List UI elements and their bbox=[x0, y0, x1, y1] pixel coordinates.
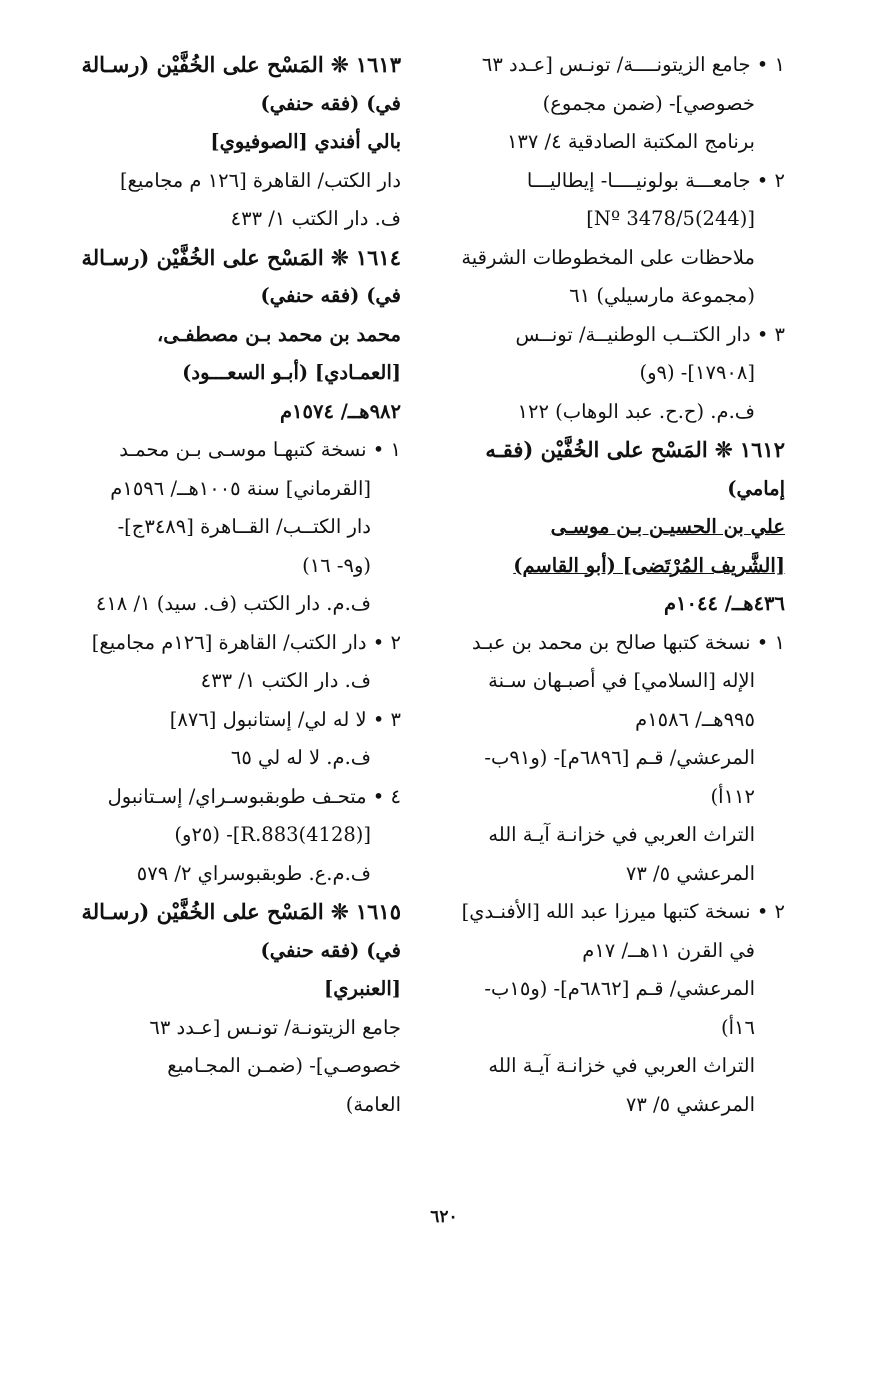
right-column bbox=[440, 46, 785, 1124]
text-line: ف.م. دار الكتب (ف. سيد) ١/ ٤١٨ bbox=[95, 592, 371, 615]
page-number: ٦٢٠ bbox=[430, 1207, 458, 1227]
text-line: ٢ • نسخة كتبها ميرزا عبد الله [الأفنـدي] bbox=[461, 900, 785, 923]
text-line: دار الكتــب/ القــاهرة [٣٤٨٩ج]- bbox=[117, 515, 371, 538]
text-line: [القرماني] سنة ١٠٠٥هــ/ ١٥٩٦م bbox=[110, 476, 371, 500]
text-line: (مجموعة مارسيلي) ٦١ bbox=[569, 284, 755, 307]
entry-heading: ١٦١٤ ❊ المَسْح على الخُفَّيْن (رسـالة bbox=[81, 244, 401, 270]
text-line: في) (فقه حنفي) bbox=[260, 284, 401, 307]
text-line: ف.م.ع. طوبقبوسراي ٢/ ٥٧٩ bbox=[136, 861, 371, 885]
text-line: ٣ • دار الكتــب الوطنيــة/ تونــس bbox=[515, 322, 785, 346]
entry-heading: ١٦١٥ ❊ المَسْح على الخُفَّيْن (رسـالة bbox=[81, 899, 401, 924]
text-line: ٩٨٢هــ/ ١٥٧٤م bbox=[279, 399, 401, 423]
text-line: المرعشي ٥/ ٧٣ bbox=[625, 1092, 755, 1116]
text-line: ٩٩٥هــ/ ١٥٨٦م bbox=[635, 707, 755, 731]
text-line: خصوصـي]- (ضمـن المجـاميع bbox=[167, 1054, 401, 1077]
text-line: خصوصي]- (ضمن مجموع) bbox=[542, 91, 755, 115]
text-line: المرعشي ٥/ ٧٣ bbox=[625, 861, 755, 885]
text-line: التراث العربي في خزانـة آيـة الله bbox=[488, 823, 755, 846]
text-line: ١ • نسخة كتبهـا موسـى بـن محمـد bbox=[119, 438, 401, 461]
text-line: المرعشي/ قـم [٦٨٦٢م]- (و١٥ب- bbox=[484, 977, 755, 1000]
text-line: ٢ • دار الكتب/ القاهرة [١٢٦م مجاميع] bbox=[91, 630, 401, 654]
text-line: ف. دار الكتب ١/ ٤٣٣ bbox=[230, 207, 401, 230]
left-column bbox=[55, 46, 401, 1124]
text-line: [١٧٩٠٨]- (٩و) bbox=[639, 361, 755, 384]
text-line: بالي أفندي [الصوفيوي] bbox=[210, 130, 401, 153]
text-line: محمد بن محمد بـن مصطفـى، bbox=[157, 322, 401, 346]
text-line: العامة) bbox=[345, 1092, 401, 1116]
text-line: [(244)Nº 3478/5] bbox=[586, 207, 755, 230]
text-line: ١٦أ) bbox=[721, 1015, 755, 1039]
entry-heading: ١٦١٣ ❊ المَسْح على الخُفَّيْن (رسـالة bbox=[81, 52, 401, 77]
text-line: (و٩- ١٦) bbox=[302, 553, 371, 577]
text-line: جامع الزيتونـة/ تونـس [عـدد ٦٣ bbox=[149, 1015, 401, 1039]
text-line: علي بن الحسيـن بـن موسـى bbox=[550, 515, 785, 538]
text-line: ٢ • جامعـــة بولونيــــا- إيطاليـــا bbox=[526, 168, 785, 192]
text-line: ف.م. (ح.ح. عبد الوهاب) ١٢٢ bbox=[517, 399, 755, 423]
text-line: [الشَّريف المُرْتَضى] (أبو القاسم) bbox=[513, 553, 785, 577]
text-line: ٤ • متحـف طوبقبوسـراي/ إسـتانبول bbox=[107, 784, 401, 808]
text-line: ٣ • لا له لي/ إستانبول [٨٧٦] bbox=[169, 707, 401, 731]
text-line: ف. دار الكتب ١/ ٤٣٣ bbox=[200, 669, 371, 692]
text-line: [العمـادي] (أبـو السعـــود) bbox=[182, 361, 401, 384]
text-line: برنامج المكتبة الصادقية ٤/ ١٣٧ bbox=[506, 130, 755, 153]
text-line: في) (فقه حنفي) bbox=[260, 938, 401, 962]
text-line: ١ • نسخة كتبها صالح بن محمد بن عبـد bbox=[471, 630, 785, 654]
entry-heading: ١٦١٢ ❊ المَسْح على الخُفَّيْن (فقـه bbox=[485, 437, 785, 462]
text-line: ف.م. لا له لي ٦٥ bbox=[230, 746, 371, 769]
text-line: في) (فقه حنفي) bbox=[260, 91, 401, 115]
text-line: الإله [السلامي] في أصبـهان سـنة bbox=[488, 669, 755, 692]
text-line: في القرن ١١هــ/ ١٧م bbox=[582, 938, 755, 962]
text-line: ١ • جامع الزيتونــــة/ تونـس [عـدد ٦٣ bbox=[481, 53, 785, 76]
text-line: دار الكتب/ القاهرة [١٢٦ م مجاميع] bbox=[119, 168, 401, 192]
text-line: ملاحظات على المخطوطات الشرقية bbox=[461, 245, 755, 269]
text-line: ١١٢أ) bbox=[710, 784, 755, 808]
text-line: ٤٣٦هــ/ ١٠٤٤م bbox=[663, 592, 785, 615]
text-line: [العنبري] bbox=[323, 977, 401, 1000]
text-line: [(4128)R.883]- (٢٥و) bbox=[174, 823, 371, 846]
text-line: المرعشي/ قـم [٦٨٩٦م]- (و٩١ب- bbox=[484, 746, 755, 769]
text-line: إمامي) bbox=[727, 476, 785, 500]
text-line: التراث العربي في خزانـة آيـة الله bbox=[488, 1054, 755, 1077]
